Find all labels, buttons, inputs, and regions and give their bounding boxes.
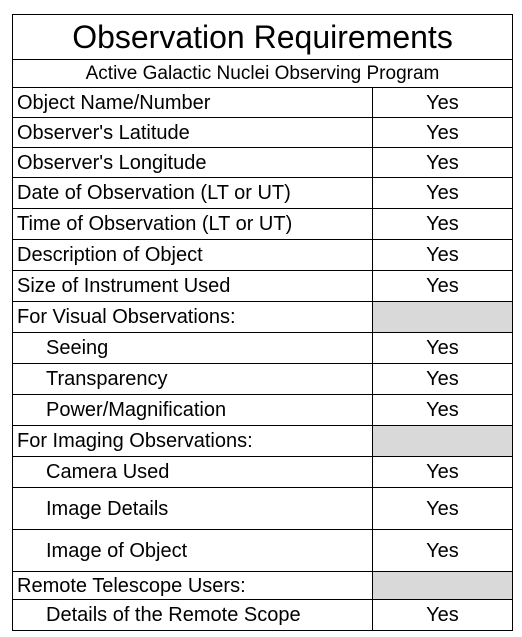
table-row (13, 240, 513, 271)
row-value-latitude: Yes (373, 118, 513, 148)
row-value-image-of-object: Yes (373, 530, 513, 572)
title-row (13, 15, 513, 60)
table-row (13, 118, 513, 148)
page-subtitle: Active Galactic Nuclei Observing Program (13, 60, 513, 88)
row-value-image-details: Yes (373, 488, 513, 530)
row-value-power: Yes (373, 395, 513, 426)
table-row (13, 395, 513, 426)
row-value-description: Yes (373, 240, 513, 271)
table-row (13, 88, 513, 118)
table-row (13, 178, 513, 209)
table-row (13, 364, 513, 395)
row-label-power: Power/Magnification (13, 395, 373, 426)
shaded-cell (373, 426, 513, 457)
row-label-image-details: Image Details (13, 488, 373, 530)
subtitle-row (13, 60, 513, 88)
requirements-sheet (12, 14, 512, 631)
section-heading-visual: For Visual Observations: (13, 302, 373, 333)
table-row (13, 333, 513, 364)
row-label-date: Date of Observation (LT or UT) (13, 178, 373, 209)
table-row (13, 209, 513, 240)
shaded-cell (373, 302, 513, 333)
row-label-time: Time of Observation (LT or UT) (13, 209, 373, 240)
row-label-remote-scope: Details of the Remote Scope (13, 600, 373, 631)
section-heading-row (13, 426, 513, 457)
table-row (13, 600, 513, 631)
requirements-table (12, 14, 513, 631)
table-row (13, 488, 513, 530)
row-value-object-name: Yes (373, 88, 513, 118)
row-value-instrument: Yes (373, 271, 513, 302)
row-label-latitude: Observer's Latitude (13, 118, 373, 148)
row-label-instrument: Size of Instrument Used (13, 271, 373, 302)
table-row (13, 148, 513, 178)
row-value-longitude: Yes (373, 148, 513, 178)
row-value-date: Yes (373, 178, 513, 209)
row-label-description: Description of Object (13, 240, 373, 271)
shaded-cell (373, 572, 513, 600)
row-label-camera: Camera Used (13, 457, 373, 488)
row-label-transparency: Transparency (13, 364, 373, 395)
table-row (13, 457, 513, 488)
row-label-object-name: Object Name/Number (13, 88, 373, 118)
section-heading-row (13, 572, 513, 600)
table-row (13, 530, 513, 572)
table-row (13, 271, 513, 302)
row-value-camera: Yes (373, 457, 513, 488)
row-value-seeing: Yes (373, 333, 513, 364)
row-label-image-of-object: Image of Object (13, 530, 373, 572)
section-heading-row (13, 302, 513, 333)
row-value-transparency: Yes (373, 364, 513, 395)
row-value-time: Yes (373, 209, 513, 240)
section-heading-imaging: For Imaging Observations: (13, 426, 373, 457)
row-value-remote-scope: Yes (373, 600, 513, 631)
row-label-seeing: Seeing (13, 333, 373, 364)
row-label-longitude: Observer's Longitude (13, 148, 373, 178)
page-title: Observation Requirements (13, 15, 513, 60)
section-heading-remote: Remote Telescope Users: (13, 572, 373, 600)
